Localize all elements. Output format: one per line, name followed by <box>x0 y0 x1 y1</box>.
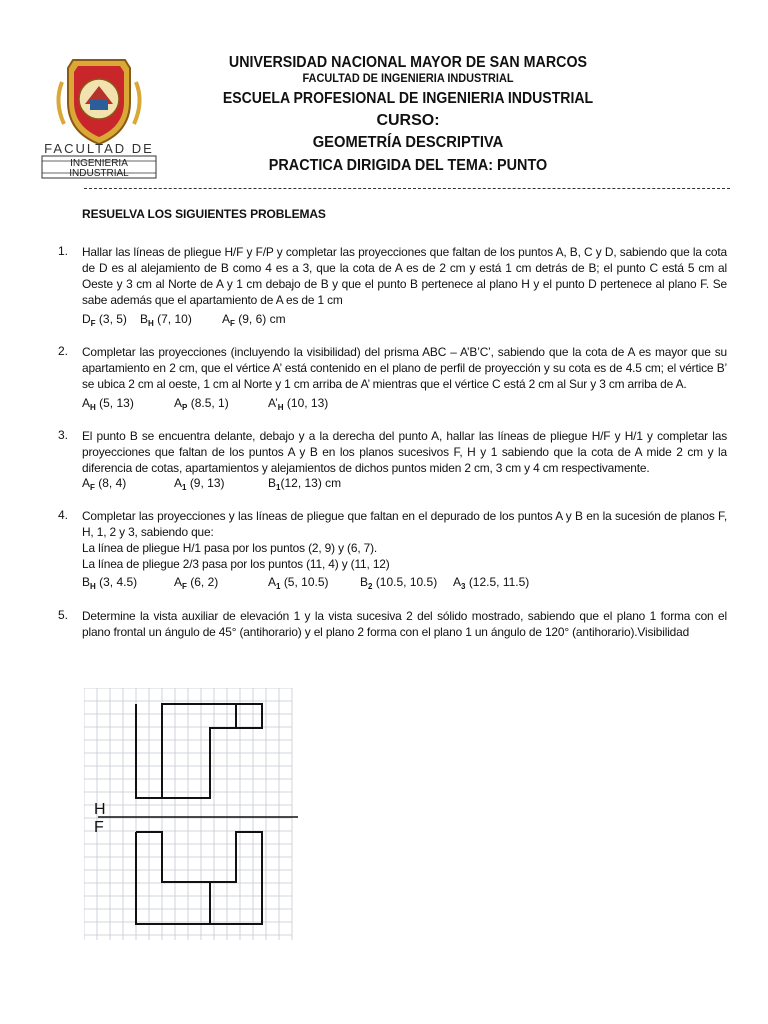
data-item: $A_1$ (5, 10.5) <box>268 575 329 591</box>
problem-2-number: 2. <box>58 344 69 358</box>
grid-paper <box>84 688 292 940</box>
logo-caption-mid: INGENIERIA <box>70 158 128 169</box>
section-title: RESUELVA LOS SIGUIENTES PROBLEMAS <box>82 207 326 221</box>
problem-1-text: Hallar las líneas de pliegue H/F y F/P y completar las proyecciones que faltan de los puntos A, B, C y D, sabiendo que la cota de D es al alejamiento de B como 4 es a 3, que la cota de A es de 2 cm y está 1 cm detrás de B; el punto C está 5 cm al Oeste y 3 cm al Norte de A y 1 cm debajo de B y que el punto B pertenece al plano H y el punto D pertenece al plano F. Se sabe además que el apartamiento de A es de 1 cm <box>82 245 727 307</box>
course-label: CURSO: <box>376 112 440 129</box>
university-name: UNIVERSIDAD NACIONAL MAYOR DE SAN MARCOS <box>228 54 588 71</box>
problem-4-line-3: La línea de pliegue 2/3 pasa por los puntos (11, 4) y (11, 12) <box>82 557 390 571</box>
header-separator <box>84 188 730 189</box>
data-item: $B_H$ (7, 10) <box>140 312 192 328</box>
data-item: $A_3$ (12.5, 11.5) <box>453 575 530 591</box>
problem-1-number: 1. <box>58 244 69 258</box>
problem-3-text: El punto B se encuentra delante, debajo y a la derecha del punto A, hallar las líneas de pliegue H/F y H/1 y completar las proyecciones que faltan de los puntos A y B en los planos sucesivos F, H y 1 sabiendo que la cota de A mide 2 cm y la diferencia de cotas, apartamientos y alejamientos de dichos puntos miden 2 cm, 3 cm y 4 cm respectivamente. <box>82 429 727 475</box>
problem-5-number: 5. <box>58 608 69 622</box>
problem-4-text: Completar las proyecciones y las líneas de pliegue que faltan en el depurado de los puntos A y B en la sucesión de planos F, H, 1, 2 y 3, sabiendo que: <box>82 509 727 539</box>
faculty-name: FACULTAD DE INGENIERIA INDUSTRIAL <box>302 73 514 85</box>
faculty-logo <box>40 52 158 180</box>
data-item: $A_P$ (8.5, 1) <box>174 396 229 412</box>
data-item: $A_F$ (9, 6) cm <box>222 312 286 328</box>
logo-caption-top: FACULTAD DE <box>44 141 154 156</box>
data-item: $A_F$ (6, 2) <box>174 575 219 591</box>
problem-4-line-2: La línea de pliegue H/1 pasa por los puntos (2, 9) y (6, 7). <box>82 541 378 555</box>
data-item: $B_H$ (3, 4.5) <box>82 575 138 591</box>
data-item: $A’_H$ (10, 13) <box>268 396 329 412</box>
course-name: GEOMETRÍA DESCRIPTIVA <box>312 134 504 151</box>
data-item: $A_1$ (9, 13) <box>174 476 225 492</box>
problem-4-number: 4. <box>58 508 69 522</box>
school-name: ESCUELA PROFESIONAL DE INGENIERIA INDUSTRIAL <box>222 90 594 107</box>
solid-projection-figure <box>84 688 304 946</box>
practice-title: PRACTICA DIRIGIDA DEL TEMA: PUNTO <box>268 157 548 174</box>
fold-label-f: F <box>94 819 104 836</box>
problem-3-number: 3. <box>58 428 69 442</box>
front-view-outline <box>136 832 262 924</box>
problem-5-text: Determine la vista auxiliar de elevación 1 y la vista sucesiva 2 del sólido mostrado, sabiendo que el plano 1 forma con el plano frontal un ángulo de 45° (antihorario) y el plano 2 forma con el plano 1 un ángulo de 120° (antihorario).Visibilidad <box>82 609 727 639</box>
data-item: $B_2$ (10.5, 10.5) <box>360 575 438 591</box>
top-view-outline <box>136 704 262 798</box>
problem-2-text: Completar las proyecciones (incluyendo la visibilidad) del prisma ABC – A’B’C’, sabiendo que la cota de A es mayor que su apartamiento en 2 cm, que el vértice A’ está contenido en el plano de perfil de proyección y su cota es de 4.5 cm; el vértice B’ se ubica 2 cm al oeste, 1 cm al Norte y 1 cm arriba de A’ mientras que el vértice C está 2 cm al Sur y 3 cm arriba de A. <box>82 345 727 391</box>
logo-caption-bot: INDUSTRIAL <box>69 168 129 179</box>
data-item: $D_F$ (3, 5) <box>82 312 127 328</box>
data-item: $A_H$ (5, 13) <box>82 396 134 412</box>
data-item: $A_F$ (8, 4) <box>82 476 127 492</box>
fold-label-h: H <box>94 801 106 818</box>
data-item: $B_1(12$, 13) cm <box>268 476 342 492</box>
